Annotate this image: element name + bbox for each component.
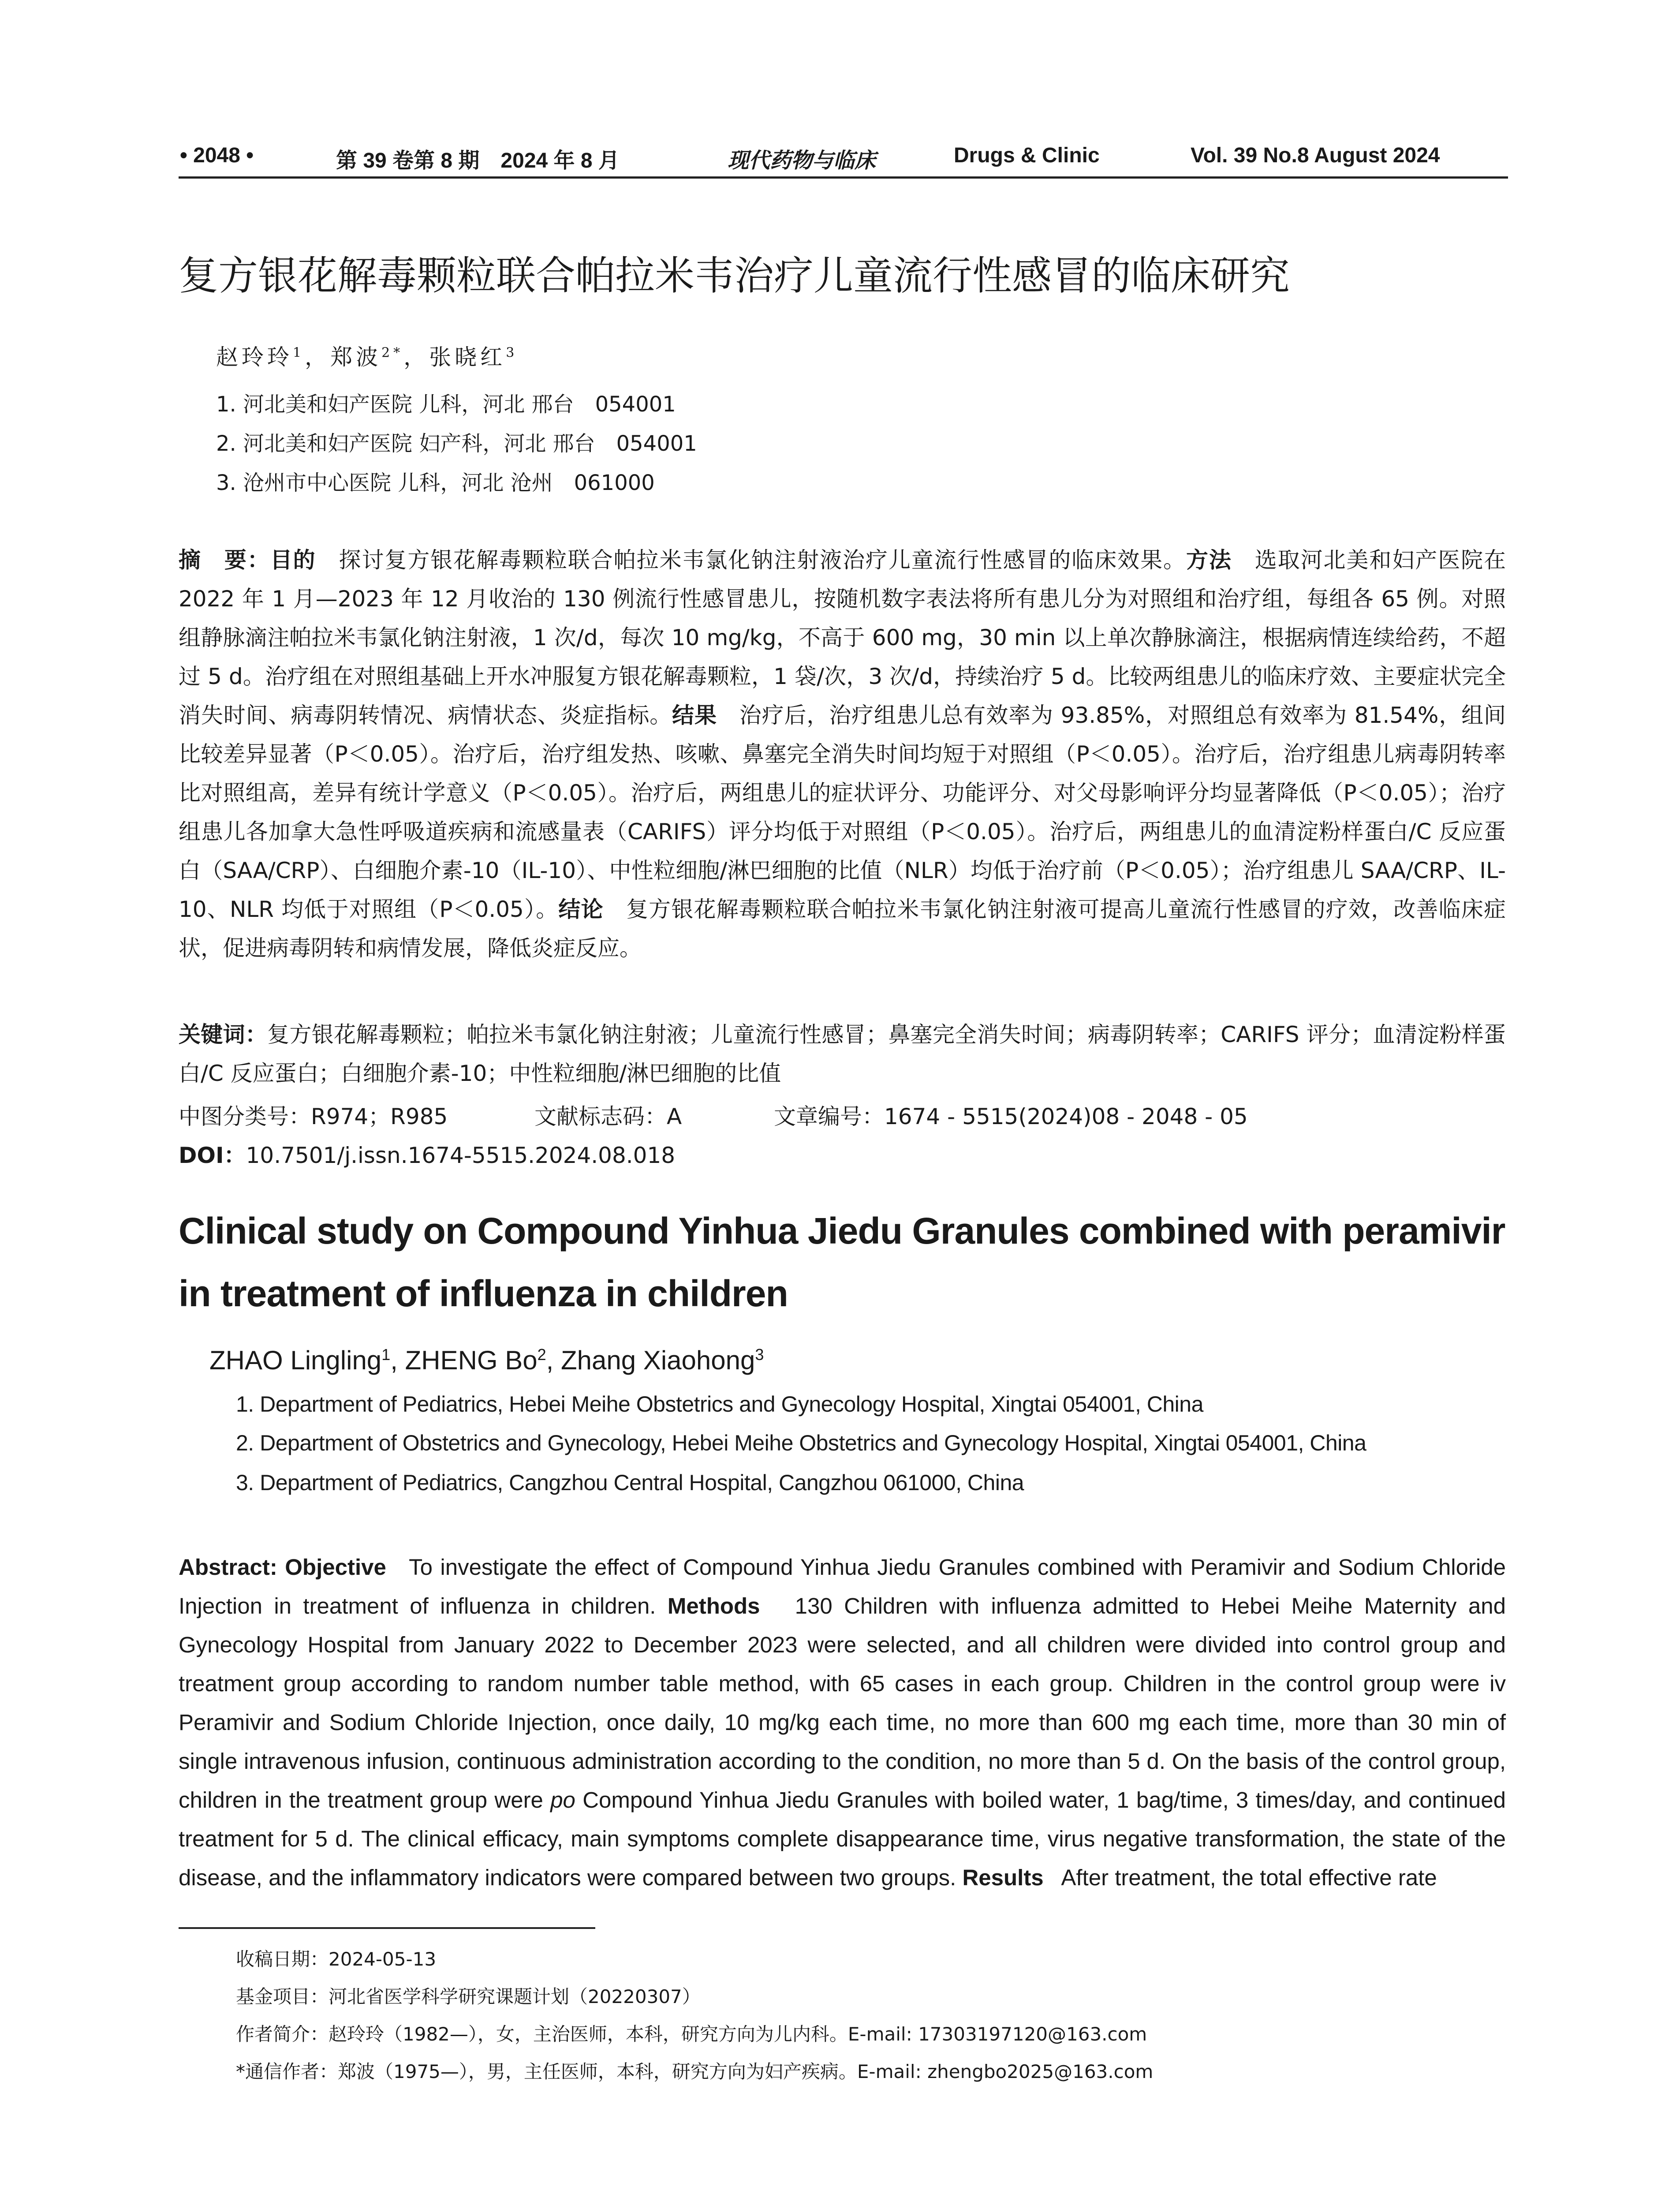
doi-value[interactable]: 10.7501/j.issn.1674-5515.2024.08.018 (246, 1143, 676, 1168)
methods-label-cn: 方法 (1186, 547, 1232, 573)
issue-cn: 第 39 卷第 8 期 2024 年 8 月 (336, 149, 620, 172)
affiliation-en-3: 3. Department of Pediatrics, Cangzhou Central Hospital, Cangzhou 061000, China (236, 1470, 1024, 1495)
abstract-cn (179, 541, 1506, 968)
author-en-2-affil: 2 (537, 1345, 546, 1364)
methods-en: 130 Children with influenza admitted to Hebei Meihe Maternity and Gynecology Hospital from January 2022 to December 2023 were selected, and all children were divided into control group and treatment group according to random number table method, with 65 cases in each group. Children in the control group were iv Peramivir and Sodium Chloride Injection, once daily, 10 mg/kg each time, no more than 600 mg each time, more than 30 min of single intravenous infusion, continuous administration according to the condition, no more than 5 d. On the basis of the control group, children in the treatment group were (179, 1593, 1506, 1813)
abstract-en-label: Abstract: (179, 1555, 277, 1580)
conclusion-label-cn: 结论 (558, 897, 604, 922)
author-1-affil: 1 (293, 345, 305, 361)
author-en-1-affil: 1 (381, 1345, 391, 1364)
affiliation-en-1: 1. Department of Pediatrics, Hebei Meihe Obstetrics and Gynecology Hospital, Xingtai 054001, China (236, 1392, 1203, 1416)
footnote-rule (179, 1927, 595, 1929)
doc-code-label: 文献标志码： (534, 1104, 667, 1129)
footnote-author-bio: 作者简介：赵玲玲（1982—），女，主治医师，本科，研究方向为儿内科。E-mail: 17303197120@163.com (236, 2023, 1147, 2045)
affiliation-cn-3: 3. 沧州市中心医院 儿科，河北 沧州 061000 (216, 471, 655, 495)
objective-label-cn: 目的 (270, 547, 316, 573)
doi-line (179, 1138, 675, 1170)
article-number (774, 1099, 1248, 1131)
doi-label: DOI： (179, 1143, 246, 1168)
methods-en-po: po (550, 1787, 575, 1813)
footnote-received: 收稿日期：2024-05-13 (236, 1948, 437, 1970)
results-label-cn: 结果 (672, 703, 717, 728)
abstract-en (179, 1548, 1506, 1897)
affiliation-en-2: 2. Department of Obstetrics and Gynecology, Hebei Meihe Obstetrics and Gynecology Hospital, Xingtai 054001, China (236, 1431, 1366, 1455)
results-en: After treatment, the total effective rate (1061, 1865, 1437, 1890)
author-en-2: ZHENG Bo (405, 1345, 538, 1375)
footnote-corresponding: *通信作者：郑波（1975—），男，主任医师，本科，研究方向为妇产疾病。E-mail: zhengbo2025@163.com (236, 2061, 1154, 2082)
authors-en: ZHAO Lingling$^1$, ZHENG Bo$^2$, Zhang Xiaohong$^3$ (209, 1345, 764, 1375)
keywords-text: 复方银花解毒颗粒；帕拉米韦氯化钠注射液；儿童流行性感冒；鼻塞完全消失时间；病毒阴转率；CARIFS 评分；血清淀粉样蛋白/C 反应蛋白；白细胞介素-10；中性粒细胞/淋巴细胞的比值 (179, 1022, 1506, 1086)
author-1: 赵玲玲 (216, 344, 293, 370)
author-3: 张晓红 (429, 344, 506, 370)
clc-value: R974；R985 (311, 1104, 448, 1129)
affiliation-cn-1: 1. 河北美和妇产医院 儿科，河北 邢台 054001 (216, 392, 676, 417)
page-number: • 2048 • (180, 144, 254, 167)
affiliation-cn-2: 2. 河北美和妇产医院 妇产科，河北 邢台 054001 (216, 431, 697, 456)
objective-en: To investigate the effect of Compound Yinhua Jiedu Granules combined with Peramivir and Sodium Chloride Injection in treatment of influenza in children. (179, 1555, 1506, 1618)
conclusion-cn: 复方银花解毒颗粒联合帕拉米韦氯化钠注射液可提高儿童流行性感冒的疗效，改善临床症状，促进病毒阴转和病情发展，降低炎症反应。 (179, 897, 1506, 961)
author-2: 郑波 (330, 344, 382, 370)
keywords-label: 关键词： (179, 1022, 268, 1047)
article-number-label: 文章编号： (774, 1104, 884, 1129)
abstract-cn-label: 摘 要： (179, 547, 270, 573)
header-rule (179, 176, 1508, 179)
classification-line (179, 1099, 448, 1131)
author-en-1: ZHAO Lingling (209, 1345, 382, 1375)
objective-label-en: Objective (285, 1555, 386, 1580)
title-cn: 复方银花解毒颗粒联合帕拉米韦治疗儿童流行性感冒的临床研究 (179, 253, 1290, 299)
results-label-en: Results (962, 1865, 1044, 1890)
footnote-funding: 基金项目：河北省医学科学研究课题计划（20220307） (236, 1986, 701, 2007)
issue-en: Vol. 39 No.8 August 2024 (1191, 144, 1440, 167)
author-en-3: Zhang Xiaohong (561, 1345, 755, 1375)
keywords-cn (179, 1015, 1506, 1093)
methods-en-cont: Compound Yinhua Jiedu Granules with boiled water, 1 bag/time, 3 times/day, and continued treatment for 5 d. The clinical efficacy, main symptoms complete disappearance time, virus negative transformation, the state of the disease, and the inflammatory indicators were compared between two groups. (179, 1787, 1506, 1890)
journal-name-cn: 现代药物与临床 (728, 148, 876, 173)
methods-cn: 选取河北美和妇产医院在 2022 年 1 月—2023 年 12 月收治的 130 例流行性感冒患儿，按随机数字表法将所有患儿分为对照组和治疗组，每组各 65 例。对照组静脉滴注帕拉米韦氯化钠注射液，1 次/d，每次 10 mg/kg，不高于 600 mg，30 min 以上单次静脉滴注，根据病情连续给药，不超过 5 d。治疗组在对照组基础上开水冲服复方银花解毒颗粒，1 袋/次，3 次/d，持续治疗 5 d。比较两组患儿的临床疗效、主要症状完全消失时间、病毒阴转情况、病情状态、炎症指标。 (179, 547, 1506, 728)
doc-code (534, 1099, 682, 1131)
journal-name-en: Drugs & Clinic (954, 144, 1100, 167)
objective-cn: 探讨复方银花解毒颗粒联合帕拉米韦氯化钠注射液治疗儿童流行性感冒的临床效果。 (339, 547, 1186, 573)
clc-label: 中图分类号： (179, 1104, 311, 1129)
title-en: Clinical study on Compound Yinhua Jiedu Granules combined with peramivir in treatment of influenza in children (179, 1210, 1505, 1314)
authors-cn: 赵玲玲$^1$，郑波$^{2*}$，张晓红$^3$ (216, 344, 518, 370)
doc-code-value: A (667, 1104, 682, 1129)
methods-label-en: Methods (667, 1593, 760, 1618)
author-3-affil: 3 (506, 345, 518, 361)
results-cn: 治疗后，治疗组患儿总有效率为 93.85%，对照组总有效率为 81.54%，组间比较差异显著（P＜0.05）。治疗后，治疗组发热、咳嗽、鼻塞完全消失时间均短于对照组（P＜0.05）。治疗后，治疗组患儿病毒阴转率比对照组高，差异有统计学意义（P＜0.05）。治疗后，两组患儿的症状评分、功能评分、对父母影响评分均显著降低（P＜0.05）；治疗组患儿各加拿大急性呼吸道疾病和流感量表（CARIFS）评分均低于对照组（P＜0.05）。治疗后，两组患儿的血清淀粉样蛋白/C 反应蛋白（SAA/CRP）、白细胞介素-10（IL-10）、中性粒细胞/淋巴细胞的比值（NLR）均低于治疗前（P＜0.05）；治疗组患儿 SAA/CRP、IL-10、NLR 均低于对照组（P＜0.05）。 (179, 703, 1506, 922)
author-en-3-affil: 3 (755, 1345, 764, 1364)
author-2-affil: 2* (381, 345, 404, 361)
article-number-value: 1674 - 5515(2024)08 - 2048 - 05 (884, 1104, 1248, 1129)
